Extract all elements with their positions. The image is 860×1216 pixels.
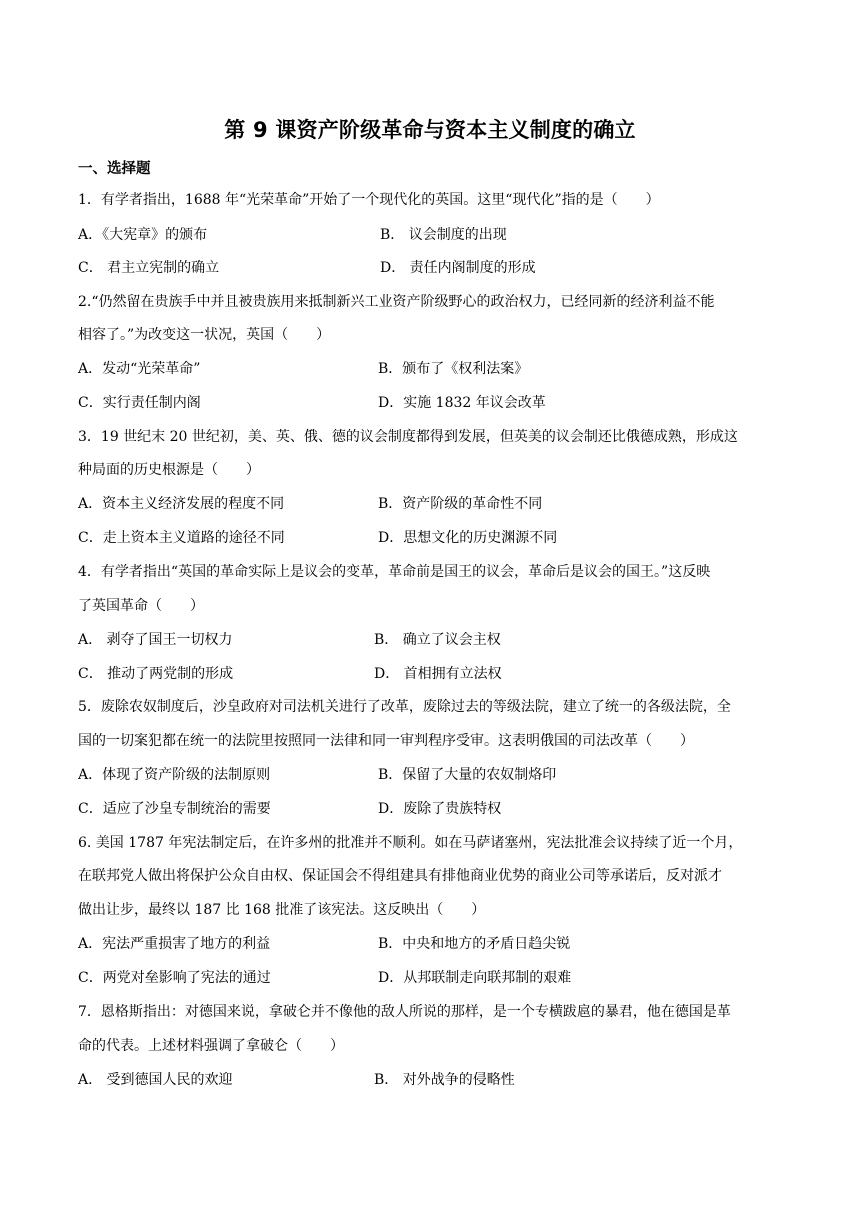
question-6-option-a: A．宪法严重损害了地方的利益: [78, 936, 271, 952]
question-4-option-d: D． 首相拥有立法权: [374, 666, 502, 682]
question-7-option-a: A． 受到德国人民的欢迎: [78, 1072, 233, 1088]
question-1-option-d: D． 责任内阁制度的形成: [380, 260, 536, 276]
question-6-text-line-3: 做出让步，最终以 187 比 168 批准了该宪法。这反映出（ ）: [78, 902, 486, 918]
section-heading: 一、选择题: [78, 161, 151, 177]
question-1-text: 1．有学者指出，1688 年“光荣革命”开始了一个现代化的英国。这里“现代化”指的是（ ）: [78, 192, 660, 208]
question-5-option-c: C．适应了沙皇专制统治的需要: [78, 801, 271, 817]
question-7-text-line-2: 命的代表。上述材料强调了拿破仑（ ）: [78, 1038, 344, 1054]
page-title: 第 9 课资产阶级革命与资本主义制度的确立: [224, 118, 636, 142]
question-2-option-a: A．发动“光荣革命”: [78, 361, 201, 377]
question-6-text-line-2: 在联邦党人做出将保护公众自由权、保证国会不得组建具有排他商业优势的商业公司等承诺后，反对派才: [78, 868, 722, 884]
question-5-text-line-2: 国的一切案犯都在统一的法院里按照同一法律和同一审判程序受审。这表明俄国的司法改革（ ）: [78, 733, 694, 749]
question-5-option-b: B．保留了大量的农奴制烙印: [378, 767, 557, 783]
question-4-option-c: C． 推动了两党制的形成: [78, 666, 234, 682]
question-1-option-b: B． 议会制度的出现: [380, 227, 507, 243]
question-2-option-c: C．实行责任制内阁: [78, 395, 201, 411]
question-6-option-c: C．两党对垒影响了宪法的通过: [78, 970, 271, 986]
question-7-text-line-1: 7．恩格斯指出：对德国来说，拿破仑并不像他的敌人所说的那样，是一个专横跋扈的暴君，他在德国是革: [78, 1004, 731, 1020]
question-4-option-a: A． 剥夺了国王一切权力: [78, 632, 233, 648]
question-2-option-b: B．颁布了《权利法案》: [378, 361, 529, 377]
question-5-option-a: A．体现了资产阶级的法制原则: [78, 767, 271, 783]
question-4-text-line-2: 了英国革命（ ）: [78, 598, 204, 614]
question-6-text-line-1: 6. 美国 1787 年宪法制定后，在许多州的批准并不顺利。如在马萨诸塞州，宪法批准会议持续了近一个月，: [78, 835, 743, 851]
question-2-option-d: D．实施 1832 年议会改革: [378, 395, 546, 411]
question-7-option-b: B． 对外战争的侵略性: [374, 1072, 515, 1088]
question-4-text-line-1: 4．有学者指出“英国的革命实际上是议会的变革，革命前是国王的议会，革命后是议会的国王。”这反映: [78, 564, 711, 580]
question-4-option-b: B． 确立了议会主权: [374, 632, 501, 648]
question-2-text-line-2: 相容了。”为改变这一状况，英国（ ）: [78, 327, 331, 343]
question-3-option-c: C．走上资本主义道路的途径不同: [78, 530, 285, 546]
question-6-option-b: B．中央和地方的矛盾日趋尖锐: [378, 936, 571, 952]
question-5-text-line-1: 5．废除农奴制度后，沙皇政府对司法机关进行了改革，废除过去的等级法院，建立了统一的各级法院，全: [78, 699, 731, 715]
question-5-option-d: D．废除了贵族特权: [378, 801, 502, 817]
question-3-text-line-2: 种局面的历史根源是（ ）: [78, 462, 260, 478]
question-3-option-d: D．思想文化的历史渊源不同: [378, 530, 558, 546]
question-3-option-a: A．资本主义经济发展的程度不同: [78, 496, 285, 512]
question-6-option-d: D．从邦联制走向联邦制的艰难: [378, 970, 572, 986]
question-1-option-a: A．《大宪章》的颁布: [78, 227, 208, 243]
question-1-option-c: C． 君主立宪制的确立: [78, 260, 220, 276]
question-3-text-line-1: 3．19 世纪末 20 世纪初，美、英、俄、德的议会制度都得到发展，但英美的议会制还比俄德成熟，形成这: [78, 429, 738, 445]
question-2-text-line-1: 2.“仍然留在贵族手中并且被贵族用来抵制新兴工业资产阶级野心的政治权力，已经同新的经济利益不能: [78, 294, 715, 310]
question-3-option-b: B．资产阶级的革命性不同: [378, 496, 543, 512]
